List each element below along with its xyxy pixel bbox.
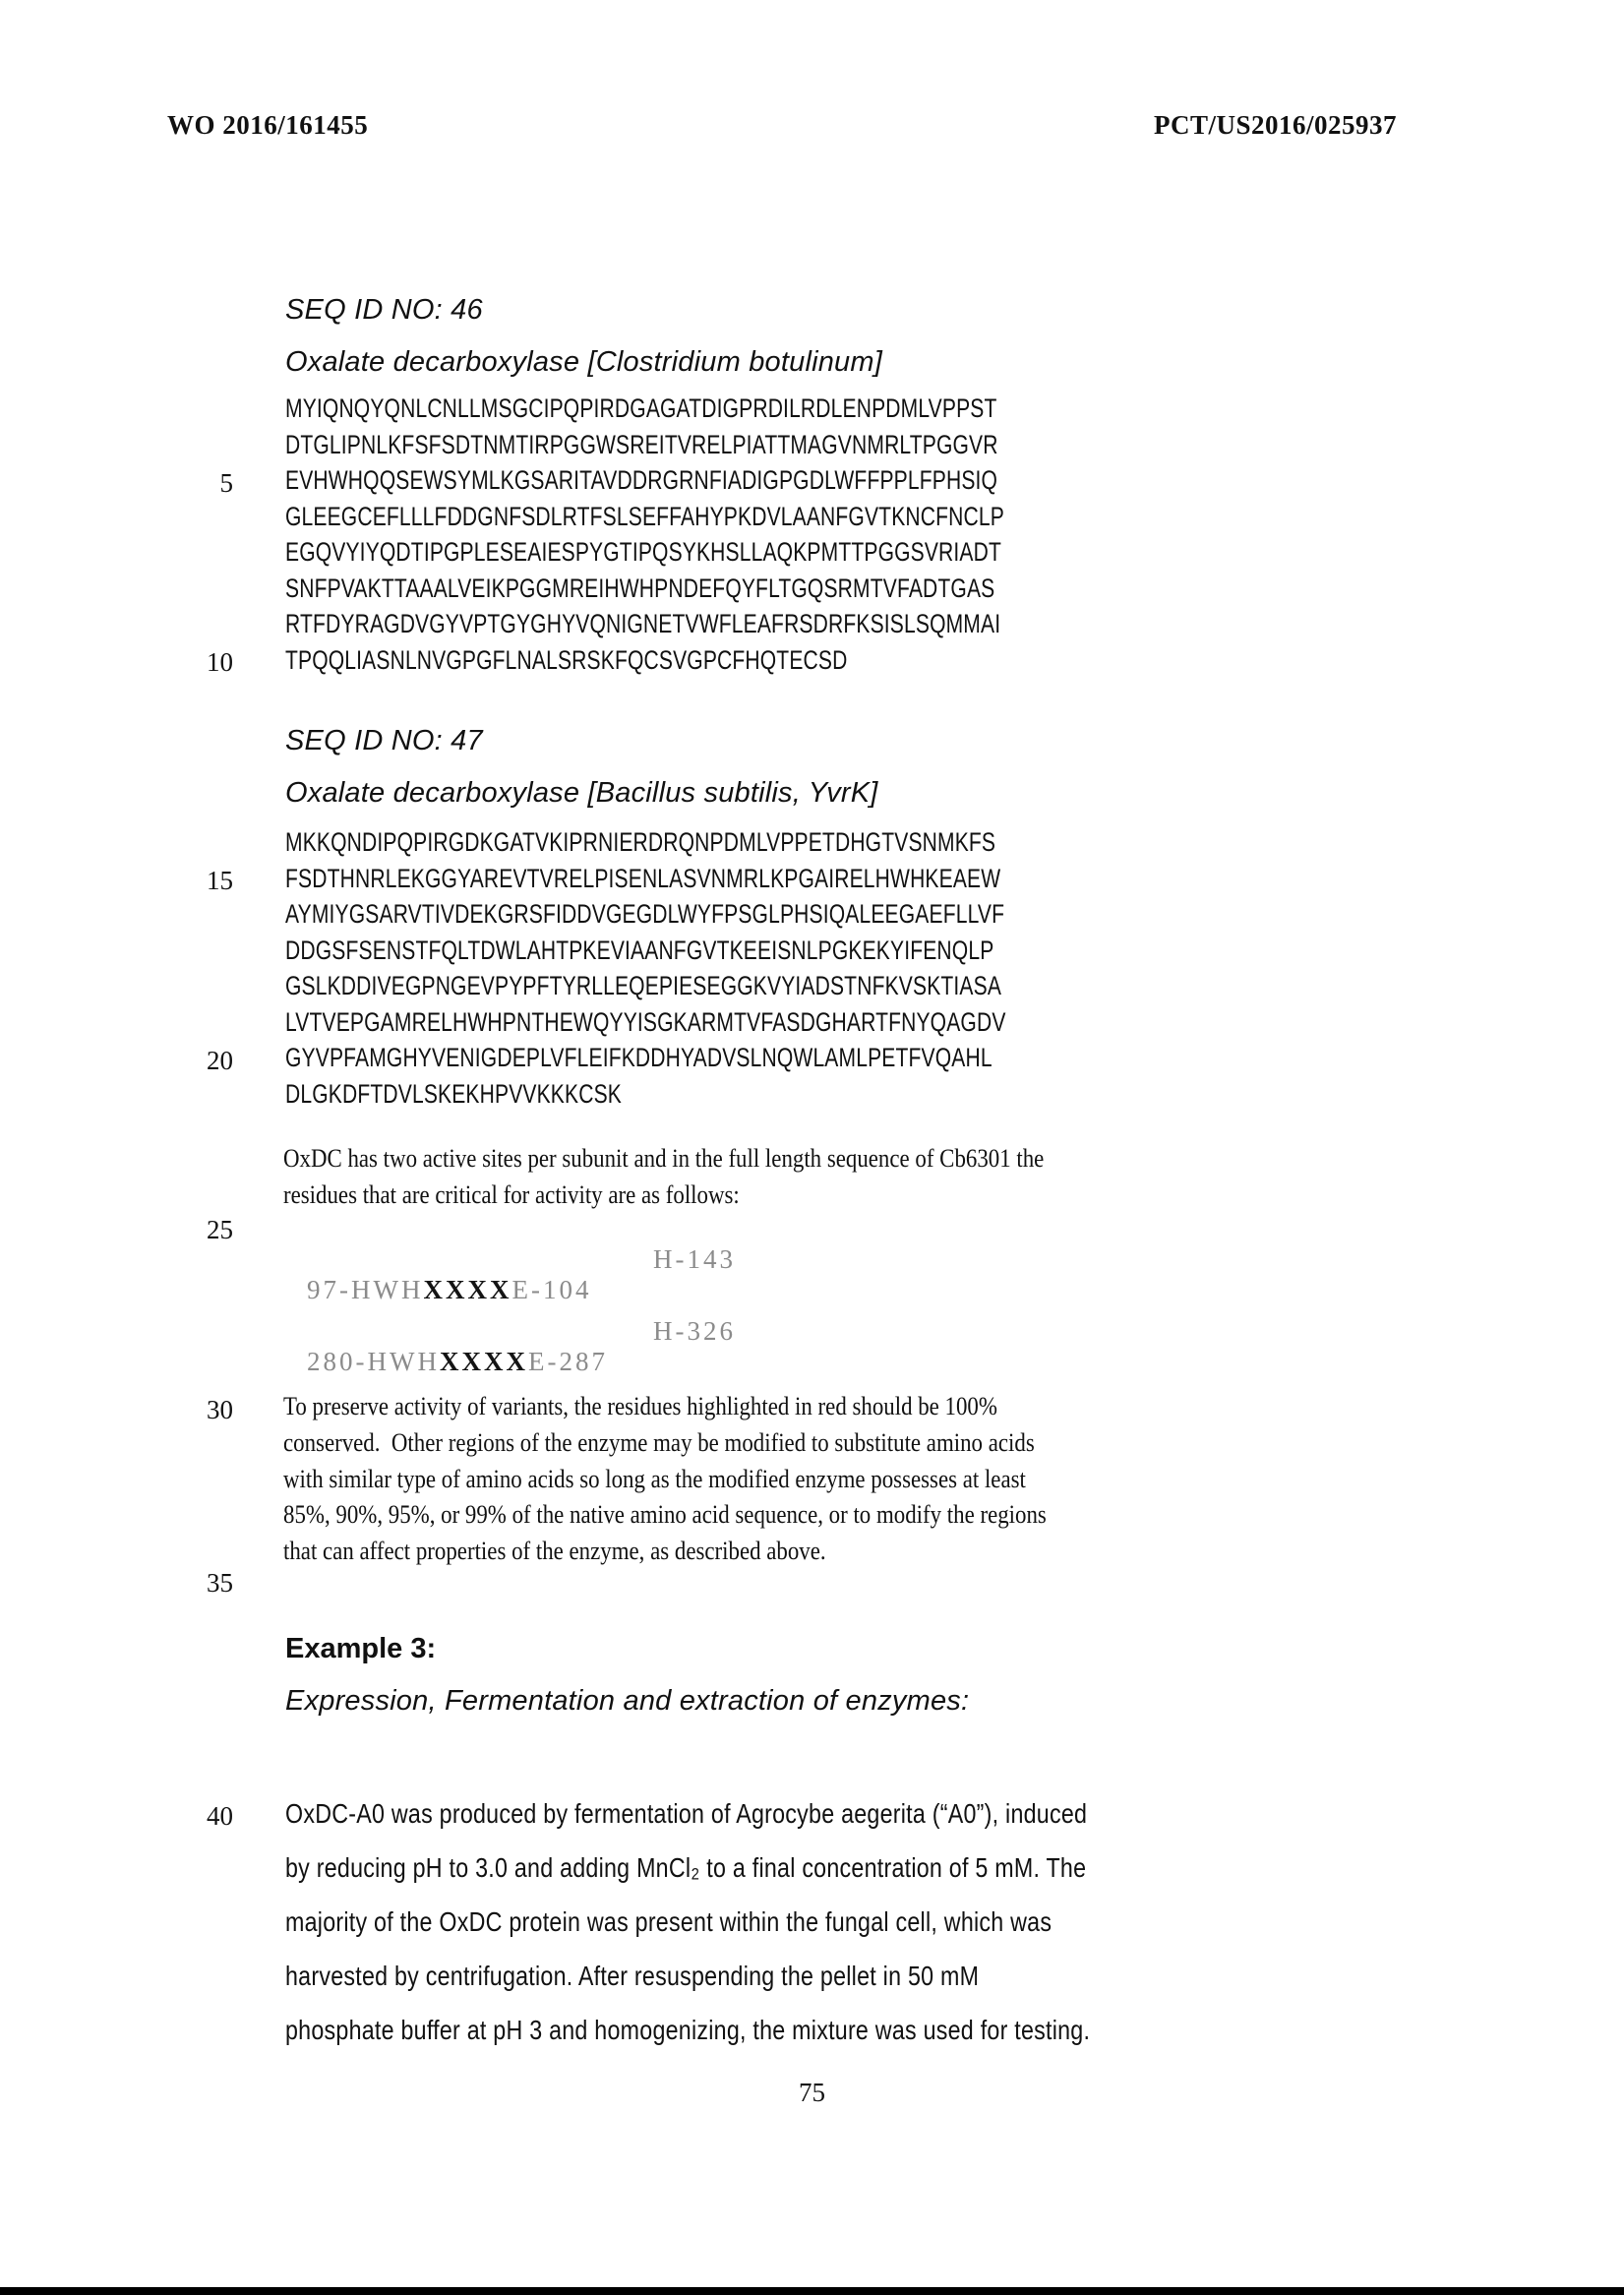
paragraph-line: majority of the OxDC protein was present within the fungal cell, which was [285,1906,1053,1937]
active-site-range-start: 280-HWH [307,1347,440,1376]
header-application-number: PCT/US2016/025937 [1154,110,1398,140]
paragraph-line: that can affect properties of the enzyme, as described above. [283,1537,826,1566]
paragraph-line: phosphate buffer at pH 3 and homogenizing, the mixture was used for testing. [285,2015,1091,2045]
active-sites-intro-paragraph [283,1144,1148,1217]
conserved-x-run: XXXX [423,1275,512,1304]
fermentation-paragraph [285,1798,1255,2069]
margin-line-number-15: 15 [207,866,233,895]
conserved-x-run: XXXX [439,1347,528,1376]
active-site-histidine: H-326 [653,1316,736,1346]
seq-47-id-label: SEQ ID NO: 47 [285,725,483,756]
sequence-line: EGQVYIYQDTIPGPLESEAIESPYGTIPQSYKHSLLAQKPMTTPGGSVRIADT [285,537,1002,567]
page-number: 75 [799,2078,825,2107]
sequence-line: GLEEGCEFLLLFDDGNFSDLRTFSLSEFFAHYPKDVLAANFGVTKNCFNCLP [285,501,1004,531]
seq-46-name: Oxalate decarboxylase [Clostridium botulinum] [285,346,882,378]
margin-line-number-20: 20 [207,1046,233,1075]
sequence-line: DDGSFSENSTFQLTDWLAHTPKEVIAANFGVTKEEISNLPGKEKYIFENQLP [285,935,994,965]
example-3-subtitle: Expression, Fermentation and extraction of enzymes: [285,1685,970,1717]
sequence-line: FSDTHNRLEKGGYAREVTVRELPISENLASVNMRLKPGAIRELHWHKEAEW [285,863,1001,893]
example-3-heading: Example 3: [285,1633,437,1664]
margin-line-number-10: 10 [207,647,233,677]
margin-line-number-35: 35 [207,1568,233,1598]
paragraph-line: conserved. Other regions of the enzyme may be modified to substitute amino acids [283,1427,1035,1457]
active-site-row-2 [280,1316,969,1376]
seq-46-id-label: SEQ ID NO: 46 [285,294,483,326]
seq-47-sequence-block [285,827,1209,1115]
header-publication-number: WO 2016/161455 [167,110,369,140]
sequence-line: DLGKDFTDVLSKEKHPVVKKKCSK [285,1078,622,1109]
active-site-range-end: E-104 [511,1275,592,1304]
sequence-line: TPQQLIASNLNVGPGFLNALSRSKFQCSVGPCFHQTECSD [285,644,848,675]
conservation-paragraph [283,1392,1151,1573]
sequence-line: RTFDYRAGDVGYVPTGYGHYVQNIGNETVWFLEAFRSDRFKSISLSQMMAI [285,609,1001,638]
paragraph-line: OxDC-A0 was produced by fermentation of Agrocybe aegerita (“A0”), induced [285,1798,1088,1829]
margin-line-number-30: 30 [207,1395,233,1424]
active-site-range-end: E-287 [527,1347,608,1376]
sequence-line: DTGLIPNLKFSFSDTNMTIRPGGWSREITVRELPIATTMAGVNMRLTPGGVR [285,429,998,459]
paragraph-line: with similar type of amino acids so long as the modified enzyme possesses at least [283,1464,1026,1493]
scan-bottom-edge [0,2287,1624,2295]
sequence-line: SNFPVAKTTAAALVEIKPGGMREIHWHPNDEFQYFLTGQSRMTVFADTGAS [285,573,995,603]
sequence-line: EVHWHQQSEWSYMLKGSARITAVDDRGRNFIADIGPGDLWFFPPLFPHSIQ [285,465,998,495]
active-site-histidine: H-143 [653,1244,736,1274]
paragraph-line: To preserve activity of variants, the residues highlighted in red should be 100% [283,1392,997,1420]
sequence-line: AYMIYGSARVTIVDEKGRSFIDDVGEGDLWYFPSGLPHSIQALEEGAEFLLVF [285,899,1005,929]
sequence-line: MKKQNDIPQPIRGDKGATVKIPRNIERDRQNPDMLVPPETDHGTVSNMKFS [285,827,996,857]
active-site-row-1 [280,1244,969,1304]
sequence-line: LVTVEPGAMRELHWHPNTHEWQYYISGKARMTVFASDGHARTFNYQAGDV [285,1006,1006,1037]
sequence-line: GSLKDDIVEGPNGEVPYPFTYRLLEQEPIESEGGKVYIADSTNFKVSKTIASA [285,971,1002,1000]
seq-46-sequence-block [285,393,1207,681]
paragraph-line: 85%, 90%, 95%, or 99% of the native amino acid sequence, or to modify the regions [283,1500,1047,1530]
paragraph-line: harvested by centrifugation. After resuspending the pellet in 50 mM [285,1961,980,1991]
active-site-range-start: 97-HWH [307,1275,424,1304]
sequence-line: MYIQNQYQNLCNLLMSGCIPQPIRDGAGATDIGPRDILRDLENPDMLVPPST [285,393,997,423]
margin-line-number-40: 40 [207,1801,233,1831]
paragraph-line: residues that are critical for activity are as follows: [283,1179,740,1209]
paragraph-line: OxDC has two active sites per subunit and in the full length sequence of Cb6301 the [283,1144,1045,1173]
paragraph-line: by reducing pH to 3.0 and adding MnCl₂ to a final concentration of 5 mM. The [285,1852,1087,1883]
margin-line-number-25: 25 [207,1215,233,1244]
seq-47-name: Oxalate decarboxylase [Bacillus subtilis, YvrK] [285,777,878,809]
margin-line-number-5: 5 [219,468,233,498]
sequence-line: GYVPFAMGHYVENIGDEPLVFLEIFKDDHYADVSLNQWLAMLPETFVQAHL [285,1043,992,1072]
